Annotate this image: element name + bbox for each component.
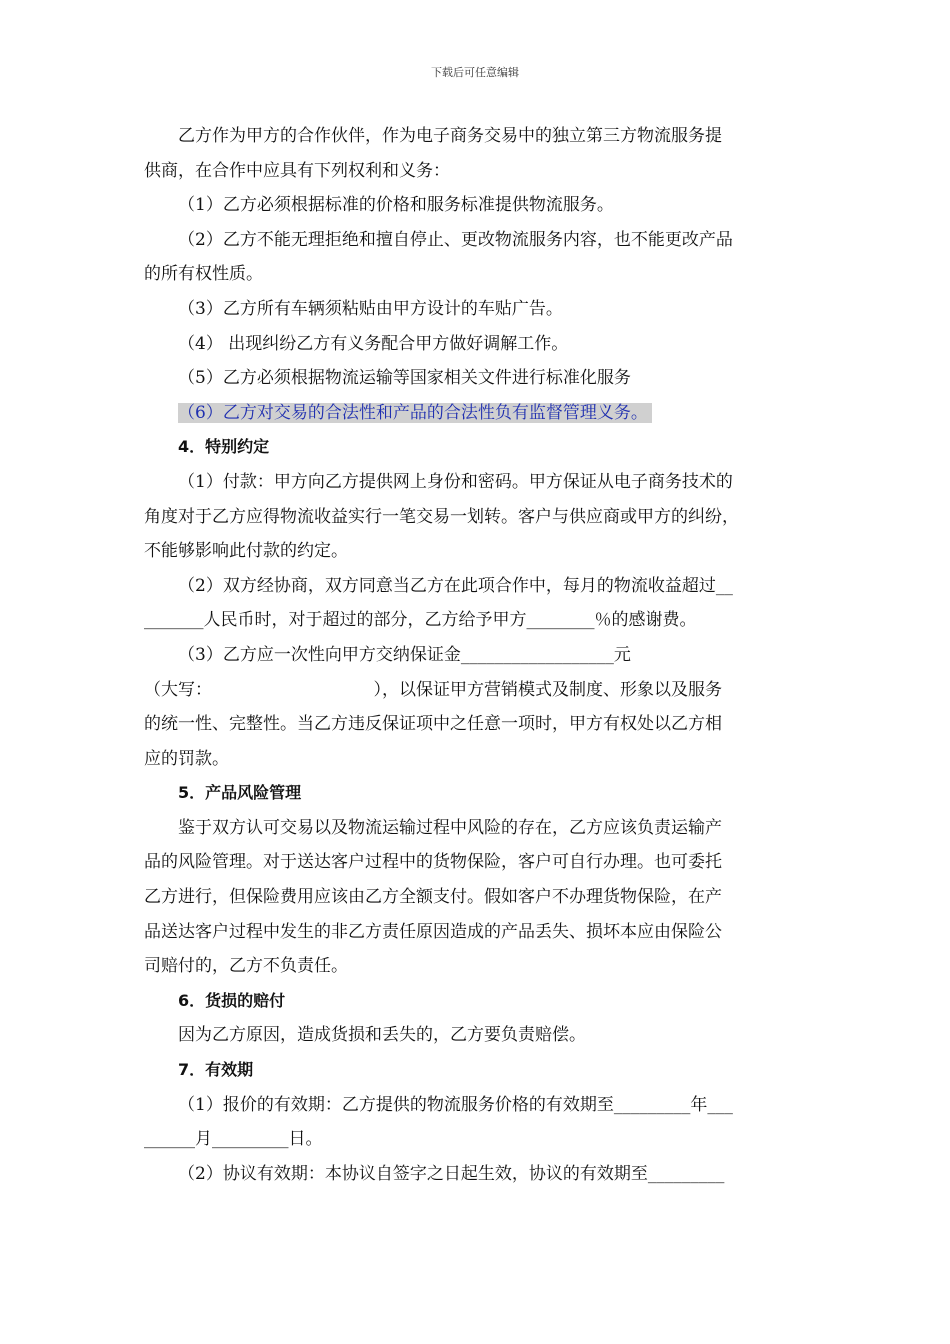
text-line: 的统一性、完整性。当乙方违反保证项中之任意一项时，甲方有权处以乙方相 (144, 714, 722, 735)
section-heading: 4．特别约定 (178, 437, 270, 457)
text-line: 角度对于乙方应得物流收益实行一笔交易一划转。客户与供应商或甲方的纠纷， (144, 506, 739, 527)
text-line: 司赔付的，乙方不负责任。 (144, 956, 348, 977)
text-line: 的所有权性质。 (144, 264, 263, 285)
text-line (144, 396, 808, 431)
text-line: （1）乙方必须根据标准的价格和服务标准提供物流服务。 (178, 195, 614, 216)
text-line: （2）双方经协商，双方同意当乙方在此项合作中，每月的物流收益超过__ (178, 575, 733, 596)
text-line: （1）报价的有效期：乙方提供的物流服务价格的有效期至_________年___ (178, 1094, 733, 1115)
section-heading: 7．有效期 (178, 1060, 254, 1080)
text-line: 应的罚款。 (144, 748, 229, 769)
text-line: （3）乙方应一次性向甲方交纳保证金__________________元 (178, 644, 631, 665)
text-line: （3）乙方所有车辆须粘贴由甲方设计的车贴广告。 (178, 298, 563, 319)
highlighted-text: （6）乙方对交易的合法性和产品的合法性负有监督管理义务。 (178, 403, 652, 423)
section-heading: 5．产品风险管理 (178, 783, 302, 803)
text-line: 因为乙方原因，造成货损和丢失的，乙方要负责赔偿。 (178, 1025, 586, 1046)
text-line: （2）乙方不能无理拒绝和擅自停止、更改物流服务内容，也不能更改产品 (178, 229, 733, 250)
text-line: 鉴于双方认可交易以及物流运输过程中风险的存在，乙方应该负责运输产 (178, 817, 722, 838)
text-line: 品的风险管理。对于送达客户过程中的货物保险，客户可自行办理。也可委托 (144, 852, 722, 873)
text-line: ______月_________日。 (144, 1129, 323, 1150)
section-heading: 6．货损的赔付 (178, 990, 286, 1010)
document-body (144, 119, 808, 1191)
text-line: （1）付款：甲方向乙方提供网上身份和密码。甲方保证从电子商务技术的 (178, 471, 733, 492)
text-line: （5）乙方必须根据物流运输等国家相关文件进行标准化服务 (178, 368, 631, 389)
text-line: 乙方作为甲方的合作伙伴，作为电子商务交易中的独立第三方物流服务提 (178, 126, 722, 146)
text-line: （2）协议有效期：本协议自签字之日起生效，协议的有效期至_________ (178, 1163, 725, 1184)
text-line: 供商，在合作中应具有下列权利和义务： (144, 160, 450, 181)
text-line: 乙方进行，但保险费用应该由乙方全额支付。假如客户不办理货物保险，在产 (144, 887, 722, 908)
page-header: 下载后可任意编辑 (431, 66, 519, 79)
text-line: （大写： ），以保证甲方营销模式及制度、形象以及服务 (144, 679, 722, 700)
text-line: 品送达客户过程中发生的非乙方责任原因造成的产品丢失、损坏本应由保险公 (144, 921, 722, 942)
text-line: （4） 出现纠纷乙方有义务配合甲方做好调解工作。 (178, 333, 569, 354)
text-line: 不能够影响此付款的约定。 (144, 541, 348, 562)
text-line: _______人民币时，对于超过的部分，乙方给予甲方________％的感谢费。 (144, 610, 697, 631)
